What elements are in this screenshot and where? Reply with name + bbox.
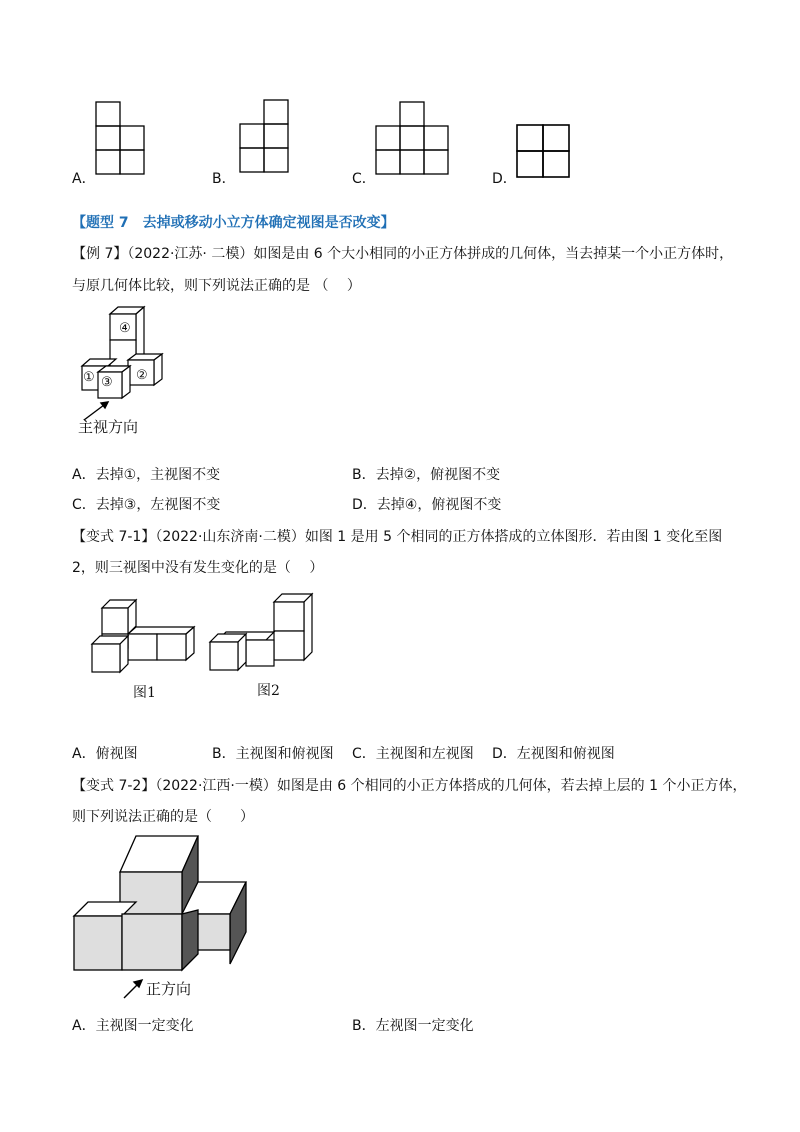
option-d-letter[interactable]: D． [492, 171, 517, 187]
example7-option-d[interactable]: D．去掉④，俯视图不变 [352, 497, 502, 513]
option-a-view [90, 98, 170, 188]
variant71-option-b[interactable]: B．主视图和俯视图 [212, 746, 334, 762]
figure2-caption: 图2 [257, 683, 280, 699]
option-c-letter[interactable]: C． [352, 171, 376, 187]
option-d-view [514, 122, 584, 192]
variant71-figure2 [208, 594, 328, 674]
variant72-option-a[interactable]: A．主视图一定变化 [72, 1018, 194, 1034]
cube-label-3: ③ [101, 375, 113, 390]
section-heading: 【题型 7 去掉或移动小立方体确定视图是否改变】 [72, 215, 395, 231]
variant72-text-line2: 则下列说法正确的是（ ） [72, 809, 254, 825]
option-c-view [372, 98, 462, 188]
example7-option-a[interactable]: A．去掉①，主视图不变 [72, 467, 221, 483]
cube-label-2: ② [136, 368, 148, 383]
option-b-view [236, 98, 316, 188]
option-a-letter[interactable]: A． [72, 171, 96, 187]
variant71-text-line1: 【变式 7-1】（2022·山东济南·二模）如图 1 是用 5 个相同的正方体搭成的立体图形．若由图 1 变化至图 [72, 529, 723, 545]
variant72-cube-figure [70, 832, 260, 1002]
direction-label-2: 正方向 [146, 980, 192, 998]
variant71-option-a[interactable]: A．俯视图 [72, 746, 138, 762]
cube-label-4: ④ [119, 321, 131, 336]
figure1-caption: 图1 [133, 685, 156, 701]
example7-text-line2: 与原几何体比较，则下列说法正确的是 （ ） [72, 278, 361, 294]
variant71-option-d[interactable]: D．左视图和俯视图 [492, 746, 615, 762]
variant71-text-line2: 2，则三视图中没有发生变化的是（ ） [72, 560, 324, 576]
variant72-option-b[interactable]: B．左视图一定变化 [352, 1018, 474, 1034]
example7-option-c[interactable]: C．去掉③，左视图不变 [72, 497, 221, 513]
variant71-figure1 [88, 596, 208, 676]
direction-label: 主视方向 [78, 418, 139, 436]
cube-label-1: ① [83, 370, 95, 385]
example7-option-b[interactable]: B．去掉②，俯视图不变 [352, 467, 501, 483]
variant72-text-line1: 【变式 7-2】（2022·江西·一模）如图是由 6 个相同的小正方体搭成的几何体，若去掉上层的 1 个小正方体， [72, 778, 747, 794]
example7-text-line1: 【例 7】（2022·江苏· 二模）如图是由 6 个大小相同的小正方体拼成的几何体，当去掉某一个小正方体时， [72, 246, 734, 262]
option-b-letter[interactable]: B． [212, 171, 236, 187]
variant71-option-c[interactable]: C．主视图和左视图 [352, 746, 474, 762]
